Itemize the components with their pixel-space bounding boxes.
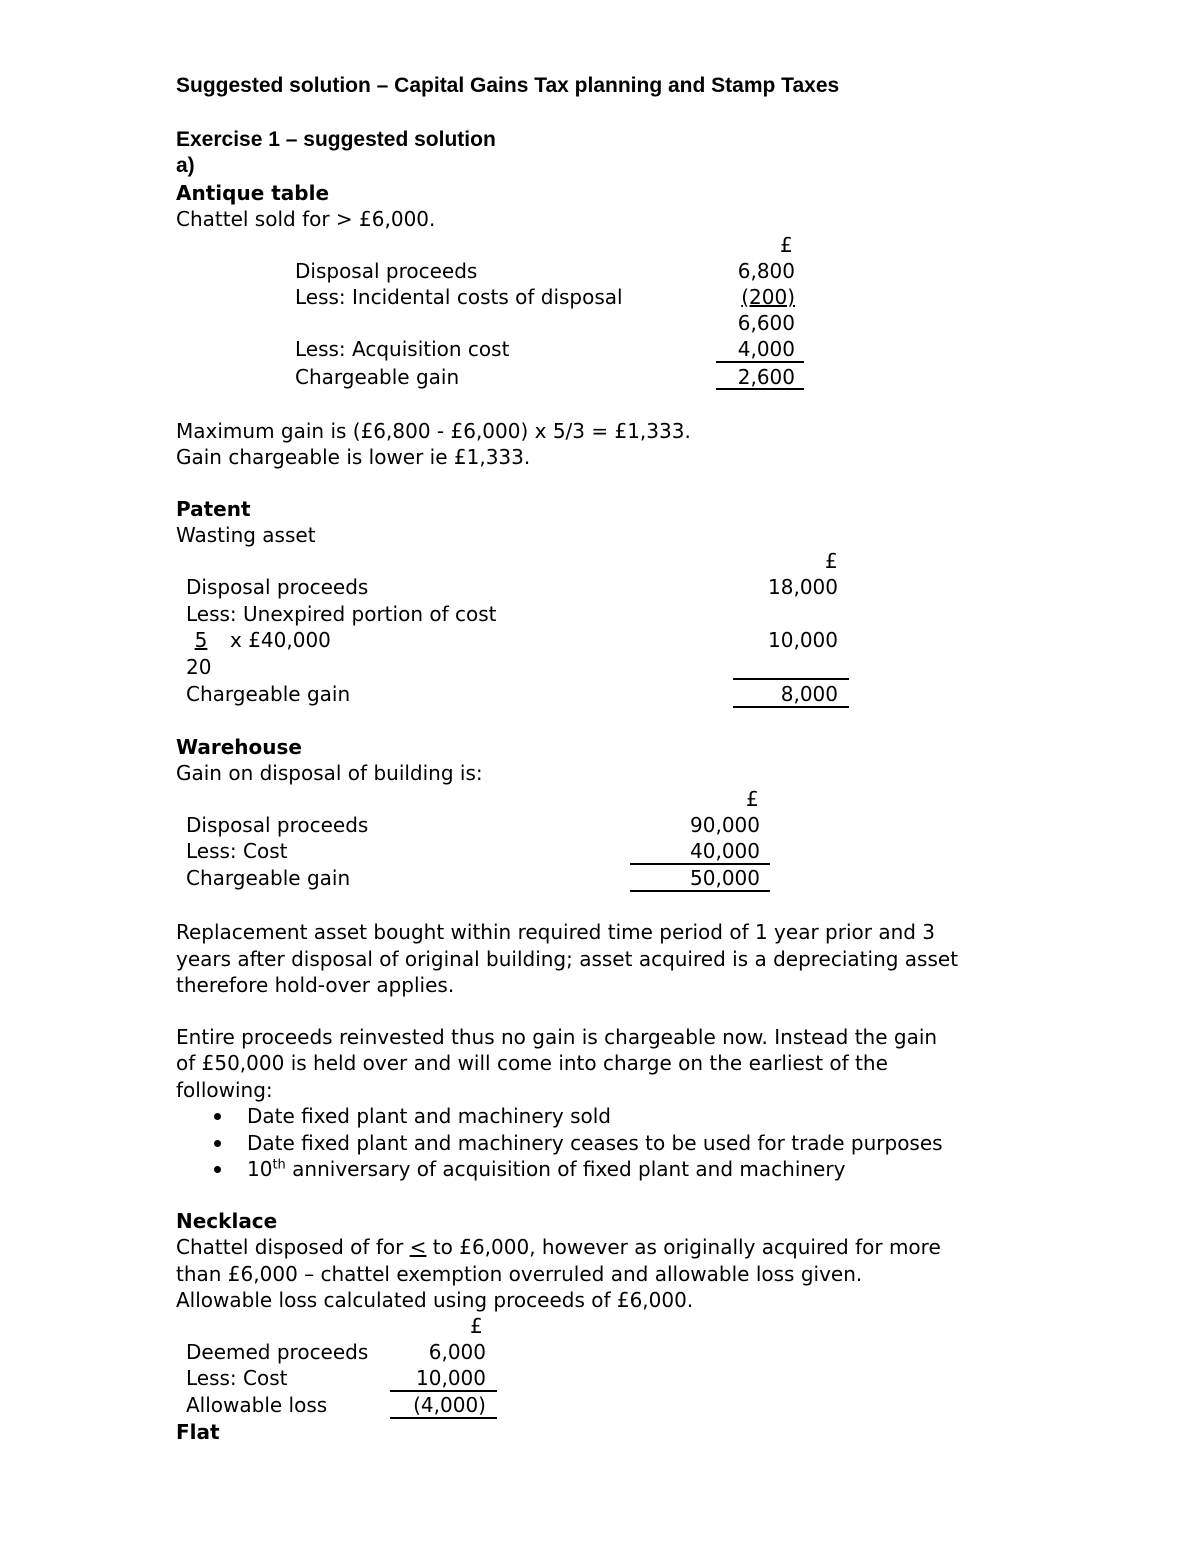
warehouse-paragraph-line: of £50,000 is held over and will come into charge on the earliest of the: [176, 1051, 888, 1075]
part-label: a): [176, 154, 195, 177]
total-rule: [390, 1417, 497, 1419]
warehouse-row-label: Disposal proceeds: [186, 813, 369, 837]
warehouse-currency: £: [746, 787, 759, 811]
patent-row-label: Less: Unexpired portion of cost: [186, 602, 497, 626]
antique-row-value: 6,800: [737, 259, 795, 283]
warehouse-row-value: 90,000: [690, 813, 760, 837]
necklace-currency: £: [470, 1314, 483, 1338]
bullet-icon: [214, 1166, 221, 1173]
bullet-icon: [214, 1113, 221, 1120]
necklace-heading: Necklace: [176, 1209, 278, 1233]
necklace-row-label: Deemed proceeds: [186, 1340, 369, 1364]
warehouse-row-label: Less: Cost: [186, 839, 288, 863]
document-title: Suggested solution – Capital Gains Tax planning and Stamp Taxes: [176, 74, 840, 97]
necklace-row-value: 6,000: [428, 1340, 486, 1364]
antique-note: Gain chargeable is lower ie £1,333.: [176, 445, 531, 469]
warehouse-paragraph-line: following:: [176, 1078, 273, 1102]
necklace-text-line: than £6,000 – chattel exemption overruled and allowable loss given.: [176, 1262, 863, 1286]
warehouse-paragraph-line: Replacement asset bought within required time period of 1 year prior and 3: [176, 920, 936, 944]
patent-row-label: Disposal proceeds: [186, 575, 369, 599]
list-item: Date fixed plant and machinery ceases to be used for trade purposes: [247, 1131, 943, 1155]
necklace-text-part: Chattel disposed of for: [176, 1235, 410, 1259]
antique-row-value: 6,600: [737, 311, 795, 335]
warehouse-paragraph-line: years after disposal of original building; asset acquired is a depreciating asset: [176, 947, 959, 971]
warehouse-row-value: 40,000: [690, 839, 760, 863]
warehouse-paragraph-line: Entire proceeds reinvested thus no gain is chargeable now. Instead the gain: [176, 1025, 938, 1049]
necklace-row-label: Less: Cost: [186, 1366, 288, 1390]
antique-row-value: (200): [741, 285, 795, 309]
list-item-text: anniversary of acquisition of fixed plant and machinery: [285, 1157, 846, 1181]
list-item: Date fixed plant and machinery sold: [247, 1104, 611, 1128]
less-than-or-equal-symbol: <: [409, 1235, 427, 1259]
patent-intro: Wasting asset: [176, 523, 316, 547]
patent-row-label: x £40,000: [230, 628, 331, 652]
warehouse-row-value: 50,000: [690, 866, 760, 890]
warehouse-row-label: Chargeable gain: [186, 866, 351, 890]
total-rule: [716, 361, 804, 363]
total-rule: [630, 890, 770, 892]
list-item-number: 10: [247, 1157, 273, 1181]
antique-row-label: Disposal proceeds: [295, 259, 478, 283]
antique-row-label: Less: Acquisition cost: [295, 337, 510, 361]
antique-row-label: Chargeable gain: [295, 365, 460, 389]
total-rule: [733, 678, 849, 680]
patent-row-value: 18,000: [768, 575, 838, 599]
antique-currency: £: [780, 233, 793, 257]
fraction-numerator: 5: [194, 628, 208, 652]
necklace-row-label: Allowable loss: [186, 1393, 328, 1417]
ordinal-suffix: th: [272, 1157, 286, 1173]
antique-row-value: 4,000: [737, 337, 795, 361]
warehouse-paragraph-line: therefore hold-over applies.: [176, 973, 455, 997]
antique-row-label: Less: Incidental costs of disposal: [295, 285, 623, 309]
fraction-denominator: 20: [186, 655, 212, 679]
list-item: [247, 1156, 845, 1182]
patent-currency: £: [825, 549, 838, 573]
warehouse-intro: Gain on disposal of building is:: [176, 761, 483, 785]
antique-intro: Chattel sold for > £6,000.: [176, 207, 436, 231]
antique-row-value: 2,600: [737, 365, 795, 389]
necklace-text-part: to £6,000, however as originally acquired for more: [426, 1235, 941, 1259]
exercise-heading: Exercise 1 – suggested solution: [176, 128, 496, 151]
total-rule: [733, 706, 849, 708]
necklace-text-line: [176, 1234, 941, 1260]
flat-heading: Flat: [176, 1420, 220, 1444]
antique-note: Maximum gain is (£6,800 - £6,000) x 5/3 = £1,333.: [176, 419, 691, 443]
necklace-row-value: 10,000: [416, 1366, 486, 1390]
patent-row-value: 8,000: [780, 682, 838, 706]
total-rule: [716, 388, 804, 390]
warehouse-heading: Warehouse: [176, 735, 302, 759]
patent-heading: Patent: [176, 497, 251, 521]
antique-heading: Antique table: [176, 181, 330, 205]
necklace-row-value: (4,000): [413, 1393, 486, 1417]
necklace-text-line: Allowable loss calculated using proceeds of £6,000.: [176, 1288, 694, 1312]
bullet-icon: [214, 1140, 221, 1147]
patent-row-value: 10,000: [768, 628, 838, 652]
patent-row-label: Chargeable gain: [186, 682, 351, 706]
